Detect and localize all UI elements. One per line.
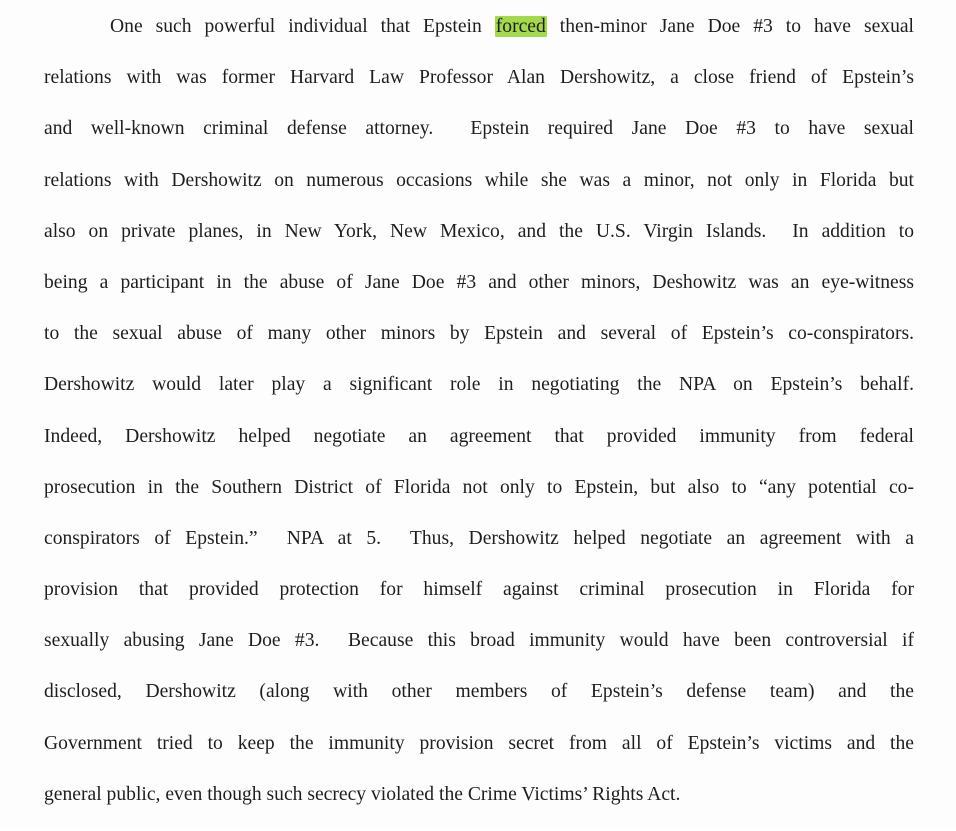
text-line: Dershowitz would later play a significant role in negotiating the NPA on Epstein’s behalf. [44,374,914,396]
text-line: conspirators of Epstein.” NPA at 5. Thus, Dershowitz helped negotiate an agreement with a [44,527,914,549]
text-line: sexually abusing Jane Doe #3. Because this broad immunity would have been controversial if [44,630,914,652]
text-line: being a participant in the abuse of Jane Doe #3 and other minors, Deshowitz was an eye-witness [44,271,914,293]
text-segment: then-minor Jane Doe #3 to have sexual [546,16,915,37]
text-segment: One such powerful individual that Epstein [110,16,495,37]
text-line: Government tried to keep the immunity provision secret from all of Epstein’s victims and the [44,732,914,754]
text-line: also on private planes, in New York, New Mexico, and the U.S. Virgin Islands. In addition to [44,220,914,242]
text-line: relations with Dershowitz on numerous occasions while she was a minor, not only in Florida but [44,169,914,191]
highlighted-word[interactable]: forced [495,16,546,37]
text-line: Indeed, Dershowitz helped negotiate an agreement that provided immunity from federal [44,425,914,447]
text-line: prosecution in the Southern District of Florida not only to Epstein, but also to “any potential co- [44,476,914,498]
text-line: relations with was former Harvard Law Professor Alan Dershowitz, a close friend of Epstein’s [44,67,914,89]
text-line: to the sexual abuse of many other minors by Epstein and several of Epstein’s co-conspirators. [44,323,914,345]
text-line: and well-known criminal defense attorney. Epstein required Jane Doe #3 to have sexual [44,118,914,140]
text-line: disclosed, Dershowitz (along with other members of Epstein’s defense team) and the [44,681,914,703]
text-line-last: general public, even though such secrecy violated the Crime Victims’ Rights Act. [44,783,681,805]
text-line: provision that provided protection for himself against criminal prosecution in Florida for [44,579,914,601]
text-line [44,12,914,63]
body-paragraph [44,12,914,831]
